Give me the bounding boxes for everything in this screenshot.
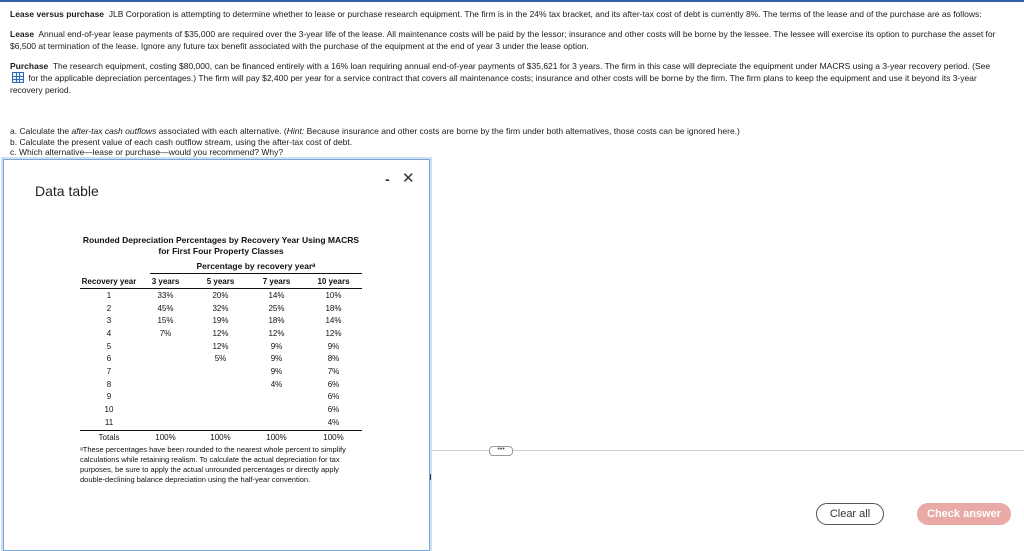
- table-footnote: ᵃThese percentages have been rounded to the nearest whole percent to simplify calculations while retaining realism. To calculate the actual depreciation for tax purposes, be sure to apply the actual unrounded percentages or directly apply double-declining balance depreciation using the half-year convention.: [80, 444, 346, 484]
- recovery-year-cell: 2: [106, 303, 112, 313]
- recovery-year-cell: 6: [106, 354, 112, 364]
- table-grid-icon[interactable]: [12, 72, 24, 83]
- recovery-year-cell: 10: [104, 405, 114, 415]
- percentage-cell: 12%: [268, 328, 285, 338]
- recovery-year-cell: 11: [104, 417, 114, 427]
- intro-text: JLB Corporation is attempting to determine whether to lease or purchase research equipment. The firm is in the 24% tax bracket, and its after-tax cost of debt is currently 8%. The terms of the lease and of the purchase are as follows:: [108, 9, 982, 19]
- table-row: [80, 365, 362, 378]
- percentage-cell: 9%: [327, 341, 340, 351]
- intro-paragraph: [10, 8, 1000, 20]
- percentage-cell: 18%: [268, 316, 285, 326]
- section-divider: [432, 450, 1024, 451]
- percentage-cell: 5%: [214, 354, 227, 364]
- percentage-cell: 14%: [325, 316, 342, 326]
- percentage-cell: 7%: [327, 366, 340, 376]
- question-a-pre: a. Calculate the: [10, 126, 72, 136]
- percentage-cell: 12%: [212, 328, 229, 338]
- header-5-years: 5 years: [206, 277, 235, 286]
- close-icon[interactable]: ✕: [402, 170, 415, 187]
- table-row: [80, 327, 362, 340]
- table-row: [80, 352, 362, 365]
- header-recovery-year: Recovery year: [81, 277, 137, 286]
- percentage-cell: 25%: [268, 303, 285, 313]
- totals-7-years: 100%: [266, 432, 287, 442]
- percentage-cell: 33%: [157, 290, 174, 300]
- totals-10-years: 100%: [323, 432, 344, 442]
- totals-label: Totals: [98, 432, 120, 442]
- percentage-cell: 20%: [212, 290, 229, 300]
- minimize-icon[interactable]: -: [385, 171, 390, 187]
- lease-text: Annual end-of-year lease payments of $35,000 are required over the 3-year life of the lease. All maintenance costs will be paid by the lessor; insurance and other costs will be borne by the lessee. The lessee will exercise its option to purchase the asset for $6,500 at termination of the lease. Ignore any future tax benefit associated with the purchase of the equipment at the end of year 3 under the lease option.: [10, 29, 996, 51]
- percentage-cell: 45%: [157, 303, 174, 313]
- question-a: [10, 126, 740, 137]
- header-7-years: 7 years: [262, 277, 291, 286]
- question-c: c. Which alternative—lease or purchase—would you recommend? Why?: [10, 147, 284, 157]
- lease-title: Lease: [10, 29, 35, 39]
- percentage-cell: 9%: [270, 354, 283, 364]
- top-accent-bar: [0, 0, 1024, 2]
- question-b: b. Calculate the present value of each cash outflow stream, using the after-tax cost of debt.: [10, 136, 353, 147]
- percentage-cell: 9%: [270, 341, 283, 351]
- purchase-text-2: for the applicable depreciation percentages.) The firm will pay $2,400 per year for a service contract that covers all maintenance costs; insurance and other costs will be borne by the firm. The firm plans to keep the equipment and use it beyond its 3-year recovery period.: [10, 73, 977, 95]
- percentage-cell: 6%: [327, 405, 340, 415]
- recovery-year-cell: 9: [106, 392, 112, 402]
- percentage-cell: 14%: [268, 290, 285, 300]
- recovery-year-cell: 1: [106, 290, 112, 300]
- clear-all-button[interactable]: Clear all: [816, 503, 884, 525]
- problem-statement: [10, 8, 1000, 104]
- percentage-cell: 10%: [325, 290, 342, 300]
- table-totals-row: [80, 430, 362, 442]
- table-row: [80, 391, 362, 404]
- intro-title: Lease versus purchase: [10, 9, 105, 19]
- table-title: Rounded Depreciation Percentages by Recovery Year Using MACRS for First Four Property Classes: [82, 235, 360, 256]
- lease-paragraph: [10, 28, 1000, 52]
- percentage-cell: 19%: [212, 316, 229, 326]
- purchase-text-1: The research equipment, costing $80,000, can be financed entirely with a 16% loan requiring annual end-of-year payments of $35,621 for 3 years. The firm in this case will depreciate the equipment under MACRS using a 3-year recovery period. (See: [52, 61, 991, 71]
- percentage-cell: 6%: [327, 379, 340, 389]
- percentage-cell: 4%: [327, 417, 340, 427]
- table-row: [80, 340, 362, 353]
- data-table-modal: [3, 159, 430, 551]
- percentage-cell: 12%: [212, 341, 229, 351]
- table-row: [80, 314, 362, 327]
- percentage-cell: 18%: [325, 303, 342, 313]
- purchase-title: Purchase: [10, 61, 49, 71]
- header-10-years: 10 years: [317, 277, 350, 286]
- totals-5-years: 100%: [210, 432, 231, 442]
- table-body: [80, 289, 362, 429]
- table-row: [80, 378, 362, 391]
- table-header-row: [80, 277, 362, 289]
- recovery-year-cell: 3: [106, 316, 112, 326]
- table-row: [80, 416, 362, 429]
- macrs-table: [80, 235, 362, 485]
- percentage-cell: 6%: [327, 392, 340, 402]
- percentage-cell: 7%: [159, 328, 172, 338]
- percentage-cell: 9%: [270, 366, 283, 376]
- recovery-year-cell: 5: [106, 341, 112, 351]
- question-a-post: Because insurance and other costs are borne by the firm under both alternatives, those costs can be ignored here.): [304, 126, 740, 136]
- percentage-cell: 4%: [270, 379, 283, 389]
- question-a-emphasis: after-tax cash outflows: [71, 126, 157, 136]
- table-row: [80, 289, 362, 302]
- table-row: [80, 403, 362, 416]
- recovery-year-cell: 4: [106, 328, 112, 338]
- table-row: [80, 302, 362, 315]
- modal-title: Data table: [35, 183, 99, 199]
- recovery-year-cell: 7: [106, 366, 112, 376]
- percentage-cell: 8%: [327, 354, 340, 364]
- percentage-cell: 15%: [157, 316, 174, 326]
- questions-list: [10, 126, 740, 158]
- recovery-year-cell: 8: [106, 379, 112, 389]
- percentage-cell: 32%: [212, 303, 229, 313]
- check-answer-button[interactable]: Check answer: [917, 503, 1011, 525]
- question-a-mid: associated with each alternative. (: [156, 126, 287, 136]
- header-3-years: 3 years: [151, 277, 180, 286]
- table-subheader: Percentage by recovery yearᵃ: [150, 261, 362, 274]
- question-a-hint: Hint:: [286, 126, 305, 136]
- totals-3-years: 100%: [155, 432, 176, 442]
- more-options-icon[interactable]: •••: [489, 446, 513, 456]
- purchase-paragraph: [10, 60, 1000, 96]
- text-cursor: [430, 474, 431, 480]
- percentage-cell: 12%: [325, 328, 342, 338]
